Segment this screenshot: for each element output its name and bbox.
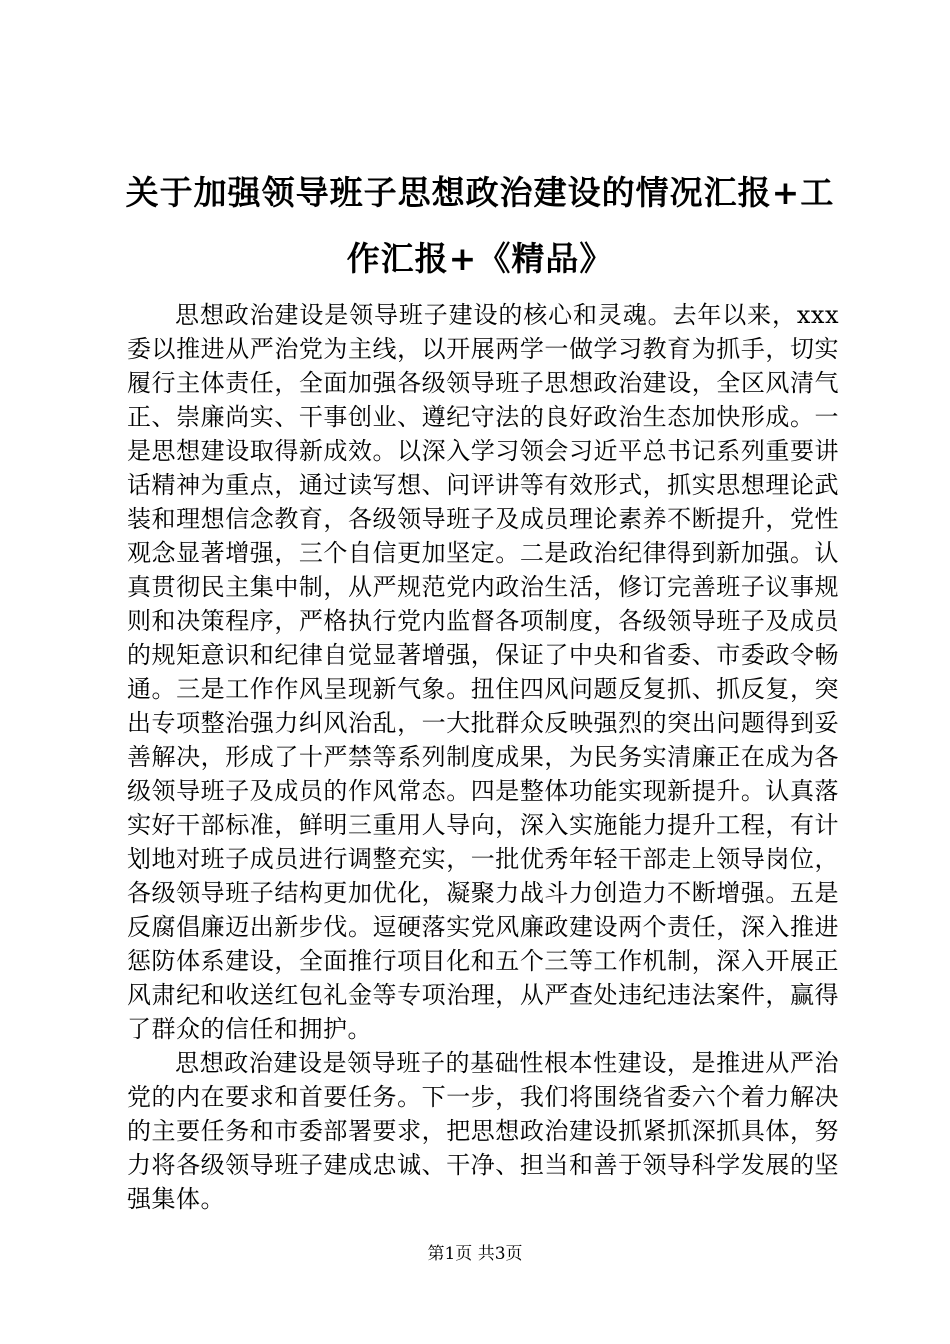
document-title: 关于加强领导班子思想政治建设的情况汇报+工作汇报+《精品》 (125, 173, 835, 278)
page-footer: 第1页 共3页 (427, 1244, 523, 1264)
document-body (127, 298, 839, 1216)
paragraph-1: 思想政治建设是领导班子建设的核心和灵魂。去年以来，xxx委以推进从严治党为主线，以开展两学一做学习教育为抓手，切实履行主体责任，全面加强各级领导班子思想政治建设，全区风清气正、崇廉尚实、干事创业、遵纪守法的良好政治生态加快形成。一是思想建设取得新成效。以深入学习领会习近平总书记系列重要讲话精神为重点，通过读写想、问评讲等有效形式，抓实思想理论武装和理想信念教育，各级领导班子及成员理论素养不断提升，党性观念显著增强，三个自信更加坚定。二是政治纪律得到新加强。认真贯彻民主集中制，从严规范党内政治生活，修订完善班子议事规则和决策程序，严格执行党内监督各项制度，各级领导班子及成员的规矩意识和纪律自觉显著增强，保证了中央和省委、市委政令畅通。三是工作作风呈现新气象。扭住四风问题反复抓、抓反复，突出专项整治强力纠风治乱，一大批群众反映强烈的突出问题得到妥善解决，形成了十严禁等系列制度成果，为民务实清廉正在成为各级领导班子及成员的作风常态。四是整体功能实现新提升。认真落实好干部标准，鲜明三重用人导向，深入实施能力提升工程，有计划地对班子成员进行调整充实，一批优秀年轻干部走上领导岗位，各级领导班子结构更加优化，凝聚力战斗力创造力不断增强。五是反腐倡廉迈出新步伐。逗硬落实党风廉政建设两个责任，深入推进惩防体系建设，全面推行项目化和五个三等工作机制，深入开展正风肃纪和收送红包礼金等专项治理，从严查处违纪违法案件，赢得了群众的信任和拥护。 (127, 301, 839, 1043)
paragraph-2: 思想政治建设是领导班子的基础性根本性建设，是推进从严治党的内在要求和首要任务。下一步，我们将围绕省委六个着力解决的主要任务和市委部署要求，把思想政治建设抓紧抓深抓具体，努力将各级领导班子建成忠诚、干净、担当和善于领导科学发展的坚强集体。 (127, 1049, 839, 1213)
